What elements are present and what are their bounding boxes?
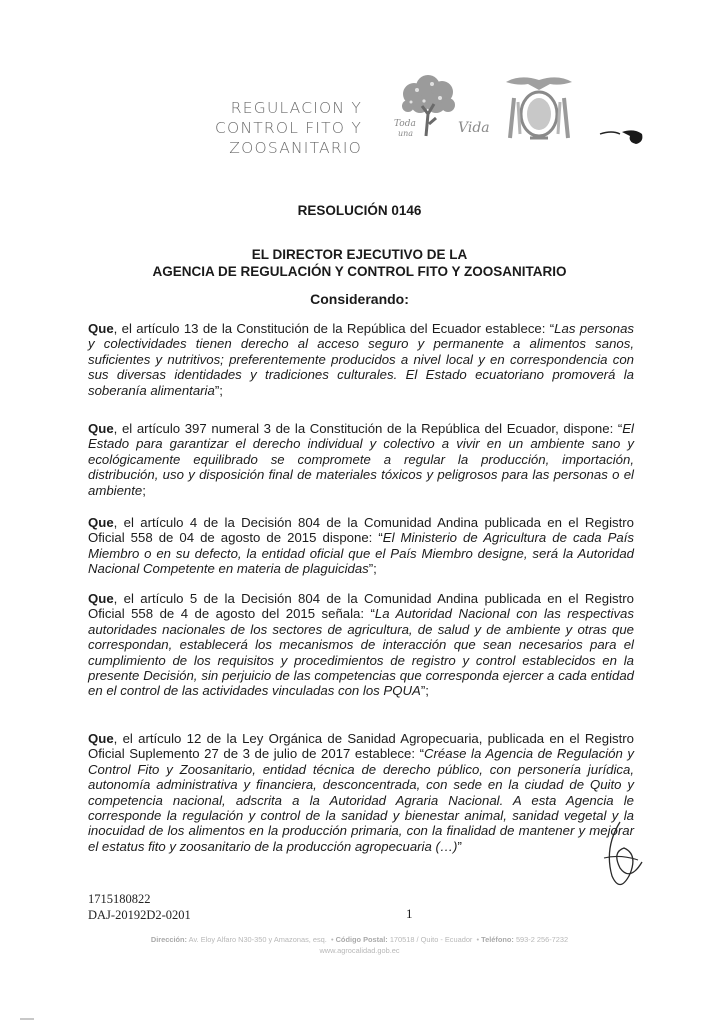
paragraph-intro: , el artículo 12 de la Ley Orgánica de Sanidad Agropecuaria, publicada en el Registro Oficial Suplemento 27 de 3 de julio de 2017 establece: “: [88, 731, 634, 762]
que-label: Que: [88, 515, 114, 530]
paragraph-intro: , el artículo 13 de la Constitución de la República del Ecuador establece: “: [113, 321, 555, 336]
page-number: 1: [406, 906, 413, 921]
paragraph-tail: ;: [142, 482, 146, 498]
considerando-paragraph-2: [88, 421, 634, 498]
paragraph-quote: El Ministerio de Agricultura de cada País Miembro o en su defecto, la entidad oficial que el País Miembro designe, será la Autoridad Nacional Competente en materia de plaguicidas: [88, 530, 634, 577]
issuer-line2: AGENCIA DE REGULACIÓN Y CONTROL FITO Y ZOOSANITARIO: [152, 264, 567, 279]
footer-phone-label: Teléfono:: [481, 935, 514, 944]
paragraph-tail: ”;: [368, 561, 377, 577]
paragraph-quote: Créase la Agencia de Regulación y Control Fito y Zoosanitario, entidad técnica de derecho público, con personería jurídica, autonomía administrativa y financiera, desconcentrada, con sede en la ciudad de Quito y competencia nacional, adscrita a la Autoridad Agraria Nacional. A esta Agencia le corresponde la regulación y control de la sanidad y bienestar animal, sanidad vegetal y la inocuidad de los alimentos en la producción primaria, con la finalidad de mantener y mejorar el estatus fito y zoosanitario de la producción agropecuaria (…): [88, 746, 634, 854]
footer-phone: 593-2 256-7232: [515, 935, 569, 944]
paragraph-tail: ”: [457, 838, 462, 854]
paragraph-intro: , el artículo 5 de la Decisión 804 de la Comunidad Andina publicada en el Registro Oficial 558 de 4 de agosto del 2015 señala: “: [88, 591, 634, 622]
paragraph-quote: El Estado para garantizar el derecho individual y colectivo a vivir en un ambiente sano y ecológicamente equilibrado se compromete a regular la producción, importación, distribución, uso y disposición final de materiales tóxicos y peligrosos para las personas o el ambiente: [88, 421, 634, 498]
considerando-paragraph-4: [88, 591, 634, 699]
page-footer: [60, 934, 659, 956]
footer-address-label: Dirección:: [150, 935, 188, 944]
reference-number: 1715180822: [88, 892, 151, 906]
considerando-paragraph-1: [88, 321, 634, 398]
que-label: Que: [88, 591, 114, 606]
considerando-paragraph-3: [88, 515, 634, 577]
svg-text:una: una: [398, 129, 414, 138]
que-label: Que: [88, 421, 114, 436]
svg-text:Toda: Toda: [394, 119, 416, 129]
issuer-line1: EL DIRECTOR EJECUTIVO DE LA: [251, 247, 468, 262]
paragraph-quote: Las personas y colectividades tienen derecho al acceso seguro y permanente a alimentos sanos, suficientes y nutritivos; preferentemente producidos a nivel local y en correspondencia con sus diversas identidades y tradiciones culturales. El Estado ecuatoriano promoverá la soberanía alimentaria: [88, 321, 635, 398]
footer-contact-line: Dirección: Av. Eloy Alfaro N30-350 y Amazonas, esq. • Código Postal: 170518 / Quito - Ecuador • Teléfono: 593-2 256-7232: [150, 935, 569, 944]
paragraph-quote: La Autoridad Nacional con las respectivas autoridades nacionales de los sectores de agricultura, de salud y de ambiente y otras que correspondan, establecerá los mecanismos de interacción que sean necesarios para el cumplimiento de los requisitos y procedimientos de registro y control establecidos en la presente Decisión, sin perjuicio de las competencias que corresponda ejercer a cada entidad en el control de las actividades vinculadas con los PQUA: [88, 606, 634, 699]
paragraph-intro: , el artículo 4 de la Decisión 804 de la Comunidad Andina publicada en el Registro Oficial 558 de 04 de agosto de 2015 dispone: “: [88, 515, 634, 546]
ink-stroke-mark: [598, 126, 648, 148]
scan-edge-mark: [20, 1018, 34, 1020]
issuer-heading: [0, 246, 719, 280]
paragraph-tail: ”;: [420, 683, 429, 699]
considerando-heading: Considerando:: [310, 291, 409, 307]
footer-address: Av. Eloy Alfaro N30-350 y Amazonas, esq.: [188, 935, 327, 944]
reference-codes: [88, 891, 191, 923]
handwritten-signature-icon: [590, 818, 650, 898]
agency-logo-line1: REGULACION Y: [230, 99, 362, 117]
considerando-paragraph-5: [88, 731, 634, 854]
footer-postal: 170518 / Quito - Ecuador: [389, 935, 473, 944]
resolution-title: RESOLUCIÓN 0146: [297, 203, 422, 218]
que-label: Que: [88, 321, 114, 336]
footer-postal-label: Código Postal:: [335, 935, 388, 944]
agency-logo-line2: CONTROL FITO Y ZOOSANITARIO: [215, 119, 362, 157]
paragraph-intro: , el artículo 397 numeral 3 de la Constitución de la República del Ecuador, dispone: “: [113, 421, 623, 436]
footer-website: www.agrocalidad.gob.ec: [319, 946, 400, 955]
paragraph-tail: ”;: [214, 382, 223, 398]
agency-logo-text: [100, 98, 362, 158]
document-code: DAJ-20192D2-0201: [88, 908, 191, 922]
tree-logo-icon: [384, 74, 492, 140]
que-label: Que: [88, 731, 114, 746]
svg-text:Vida: Vida: [458, 120, 490, 136]
coat-of-arms-icon: [500, 72, 578, 146]
